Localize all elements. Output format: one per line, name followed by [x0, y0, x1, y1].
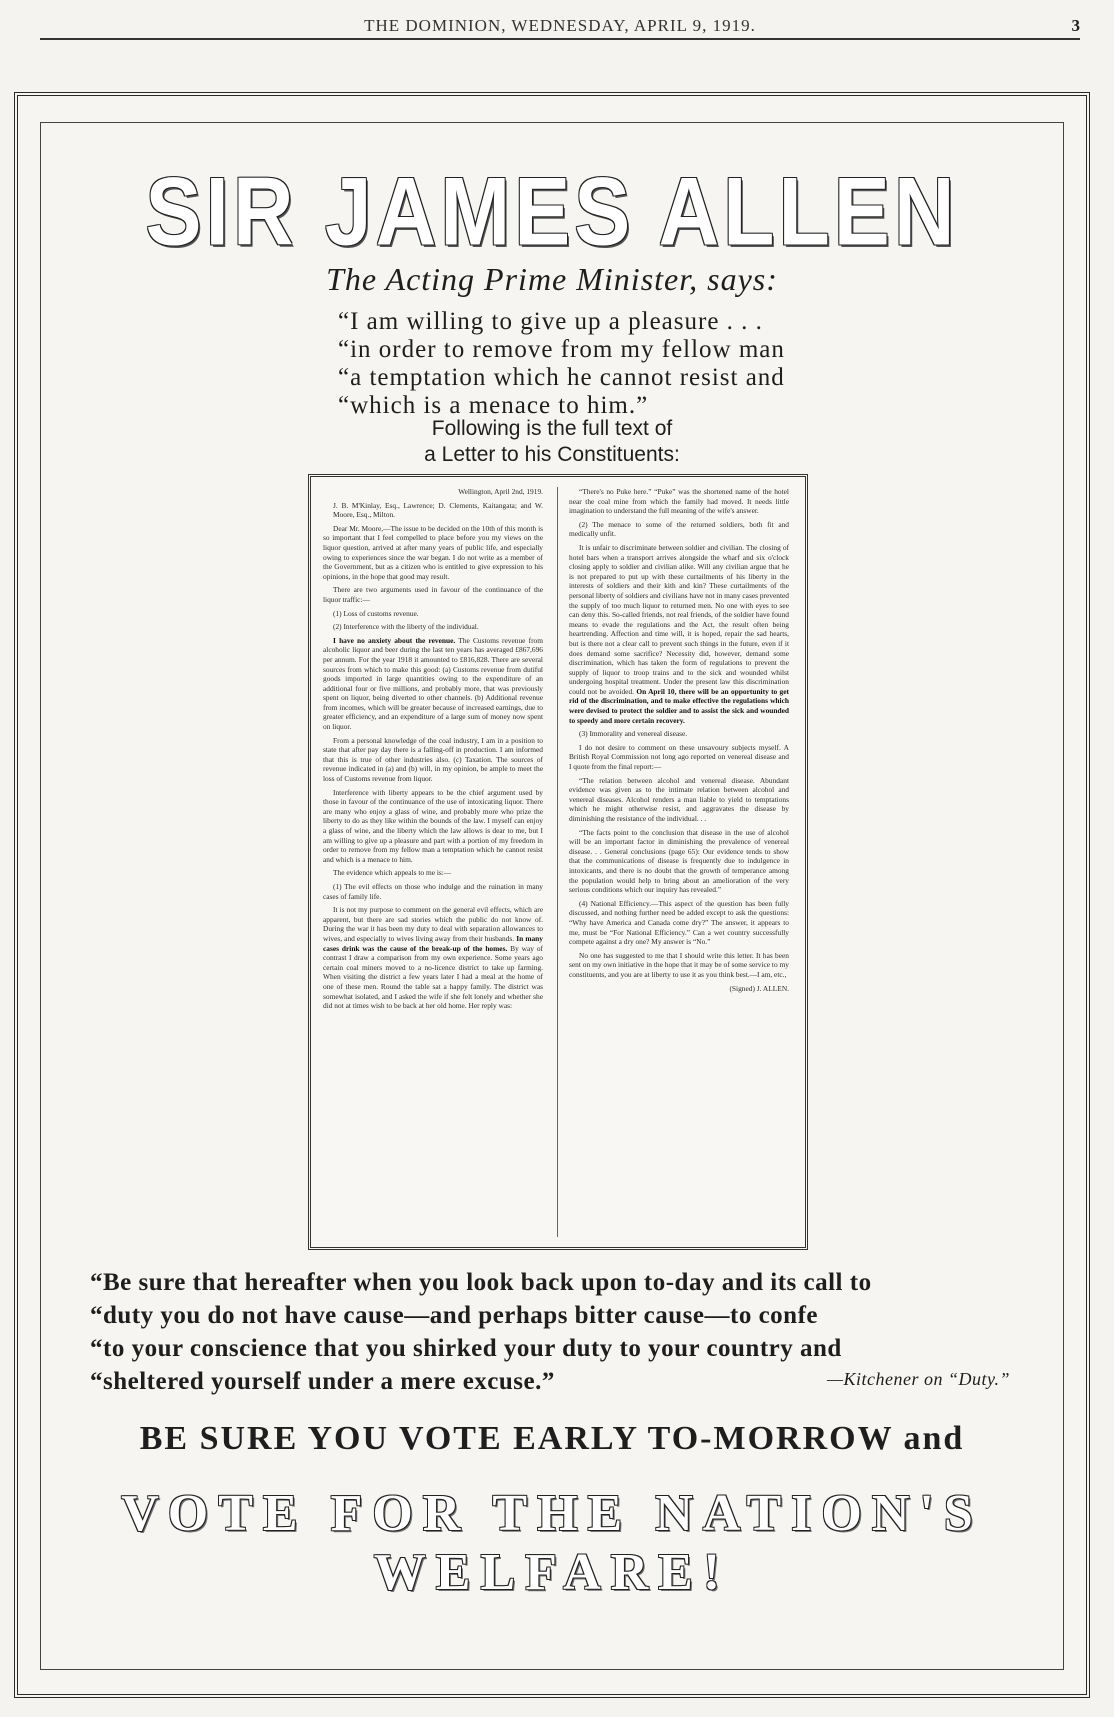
letter-paragraph: (1) The evil effects on those who indulge and the ruination in many cases of family life. [323, 881, 543, 901]
vote-early-line: BE SURE YOU VOTE EARLY TO-MORROW and [139, 1420, 965, 1457]
vote-welfare-line: VOTE FOR THE NATION'S WELFARE! [121, 1485, 983, 1601]
letter-bold-text: On April 10, there will be an opportunity to get rid of the discrimination, and to make effective the regulations which were devised to protect the soldier and to assist the sick and wounded to speedy and more certain recovery. [569, 686, 789, 725]
letter-addressee: J. B. M'Kinlay, Esq., Lawrence; D. Clements, Kaitangata; and W. Moore, Esq., Milton. [333, 500, 543, 520]
letter-paragraph: (4) National Efficiency.—This aspect of the question has been fully discussed, and nothing further need be added except to ask the questions: “Why have America and Canada come dry?” The answer, it appears to me, must be “For National Efficiency.” Can a wet country successfully compete against a dry one? My answer is “No.” [569, 898, 789, 947]
letter-paragraph: (1) Loss of customs revenue. [333, 608, 419, 618]
advertisement-frame [14, 92, 1090, 1698]
allen-quote [338, 308, 818, 420]
headline: SIR JAMES ALLEN [145, 157, 959, 266]
letter-paragraph: No one has suggested to me that I should write this letter. It has been sent on my own initiative in the hope that it may be of some service to my constituents, and you are at liberty to use it as you think best.—I am, etc., [569, 950, 789, 979]
kitchener-attribution: —Kitchener on “Duty.” [826, 1369, 1010, 1389]
following-line: Following is the full text of [431, 417, 673, 440]
letter-paragraph: The evidence which appeals to me is:— [333, 868, 452, 878]
letter-column-right [569, 487, 789, 997]
masthead-title: THE DOMINION, WEDNESDAY, APRIL 9, 1919. [364, 16, 756, 35]
letter-paragraph: “The relation between alcohol and venereal disease. Abundant evidence was given as to the intimate relation between alcohol and venereal diseases. Alcohol renders a man liable to yield to temptations which he might otherwise resist, and aggravates the disease by diminishing the resistance of the individual. . . [569, 775, 789, 823]
letter-paragraph: “The facts point to the conclusion that disease in the use of alcohol will be an important factor in diminishing the prevalence of venereal disease. . . General conclusions (page 65): Our evidence tends to show that the communications of disease is frequently due to indulgence in intoxicants, and there is no doubt that the growth of temperance among the population would help to bring about an amelioration of the very serious conditions which our inquiry has revealed.” [569, 827, 789, 895]
letter-paragraph: “There's no Puke here.” “Puke” was the shortened name of the hotel near the coal mine from which the family had moved. It needs little imagination to understand the full meaning of the wife's answer. [569, 487, 789, 516]
quote-line: “I am willing to give up a pleasure . . . [338, 308, 763, 335]
letter-paragraph: There are two arguments used in favour of the continuance of the liquor traffic:— [323, 585, 543, 604]
letter-text: It is unfair to discriminate between soldier and civilian. The closing of hotel bars when a transport arrives alongside the wharf and six o'clock closing apply to soldier and civilian alike. Will any civilian argue that he is not prepared to put up with these curtailments of his liberty in the interests of soldiers and their kith and kin? These curtailments of the personal liberty of soldiers and civilians have not in many cases prevented the supply of too much liquor to returned men. No one with eyes to see can deny this. So-called friends, not real friends, of the soldier have found means to evade the regulations and the Act, the result often being heartrending. Affection and time will, it is hoped, repair the sad hearts, but is there not a clear call to prevent such things in the future, even if it does demand some sacrifice? Necessity did, however, demand some discrimination, which has taken the form of regulations to prevent the supply of liquor to troop trains and to the sick and wounded whilst undergoing hospital treatment. Under the present law this discrimination could not be avoided. [569, 542, 789, 696]
letter-column-left [323, 487, 543, 1015]
letter-text: By way of contrast I draw a comparison from my own experience. Some years ago certain coal miners moved to a no-licence district to take up farming. When visiting the district a few years later I had a meal at the home of one of these men. Round the table sat a happy family. The district was somewhat isolated, and I asked the wife if she felt lonely and whether she did not at times wish to be back at her old home. Her reply was: [323, 943, 543, 1011]
letter-paragraph [323, 636, 543, 732]
letter-paragraph: I do not desire to comment on these unsavoury subjects myself. A British Royal Commission not long ago reported on venereal disease and I quote from the final report:— [569, 742, 789, 772]
following-intro [18, 416, 1086, 468]
letter-paragraph: Dear Mr. Moore,—The issue to be decided on the 10th of this month is so important that I feel compelled to place before you my views on the liquor question, arrived at after many years of public life, and especially owing to experiences since the war began. I do not write as a member of the Government, but as a citizen who is entitled to give expression to his opinions, in the hope that good may result. [323, 523, 543, 581]
kitchener-line: “sheltered yourself under a mere excuse.” [90, 1368, 555, 1395]
quote-line: “in order to remove from my fellow man [338, 336, 785, 363]
letter-paragraph: (3) Immorality and venereal disease. [579, 729, 688, 739]
page-number: 3 [1071, 16, 1080, 35]
letter-paragraph: (2) Interference with the liberty of the individual. [333, 622, 479, 632]
letter-text: The Customs revenue from alcoholic liquor and beer during the last ten years has averaged £867,696 per annum. For the year 1918 it amounted to £816,828. There are several sources from which to make this good: (a) Customs revenue from dutiful goods imported in large quantities owing to the expenditure of an additional four or five millions, and probably more, that was previously spent on liquor, being diverted to other channels. (b) Additional revenue from incomes, which will be greater because of increased earnings, due to greater efficiency, and an expenditure of a large sum of money now spent on liquor. [323, 635, 543, 732]
letter-bold-text: In many cases drink was the cause of the break-up of the homes. [323, 933, 543, 953]
kitchener-quote [90, 1266, 1010, 1398]
letter-dateline: Wellington, April 2nd, 1919. [458, 487, 543, 496]
subtitle: The Acting Prime Minister, says: [326, 261, 778, 297]
quote-line: “which is a menace to him.” [338, 392, 649, 419]
letter-paragraph: (2) The menace to some of the returned soldiers, both fit and medically unfit. [569, 519, 789, 539]
letter-paragraph: From a personal knowledge of the coal industry, I am in a position to state that after pay day there is a falling-off in production. I am informed that this is true of other industries also. (c) Taxation. The sources of revenue indicated in (a) and (b) will, in my opinion, be ample to meet the loss of Customs revenue from liquor. [323, 735, 543, 784]
letter-paragraph [569, 543, 789, 725]
following-line: a Letter to his Constituents: [424, 443, 680, 466]
letter-signature: (Signed) J. ALLEN. [729, 983, 789, 993]
kitchener-line: “duty you do not have cause—and perhaps bitter cause—to confe [90, 1302, 818, 1329]
kitchener-line: “Be sure that hereafter when you look back upon to-day and its call to [90, 1269, 872, 1296]
letter-text: It is not my purpose to comment on the general evil effects, which are apparent, but there are sad stories which the public do not know of. During the war it has been my duty to deal with separation allowances to wives, and especially to wives living away from their husbands. [323, 905, 543, 943]
letter-paragraph: Interference with liberty appears to be the chief argument used by those in favour of the continuance of the use of intoxicating liquor. There are many who enjoy a glass of wine, and probably more who prize the liberty to do as they like within the bounds of the law. I myself can enjoy a glass of wine, and the liberty which the law allows is dear to me, but I am willing to give up a pleasure and part with a portion of my freedom in order to remove from my fellow man a temptation which he cannot resist and which is a menace to him. [323, 787, 543, 864]
letter-paragraph [323, 905, 543, 1011]
letter-box [308, 474, 808, 1250]
kitchener-line: “to your conscience that you shirked your duty to your country and [90, 1335, 842, 1362]
letter-bold-text: I have no anxiety about the revenue. [333, 635, 456, 645]
column-divider [557, 487, 558, 1237]
masthead [40, 14, 1080, 40]
quote-line: “a temptation which he cannot resist and [338, 364, 785, 391]
